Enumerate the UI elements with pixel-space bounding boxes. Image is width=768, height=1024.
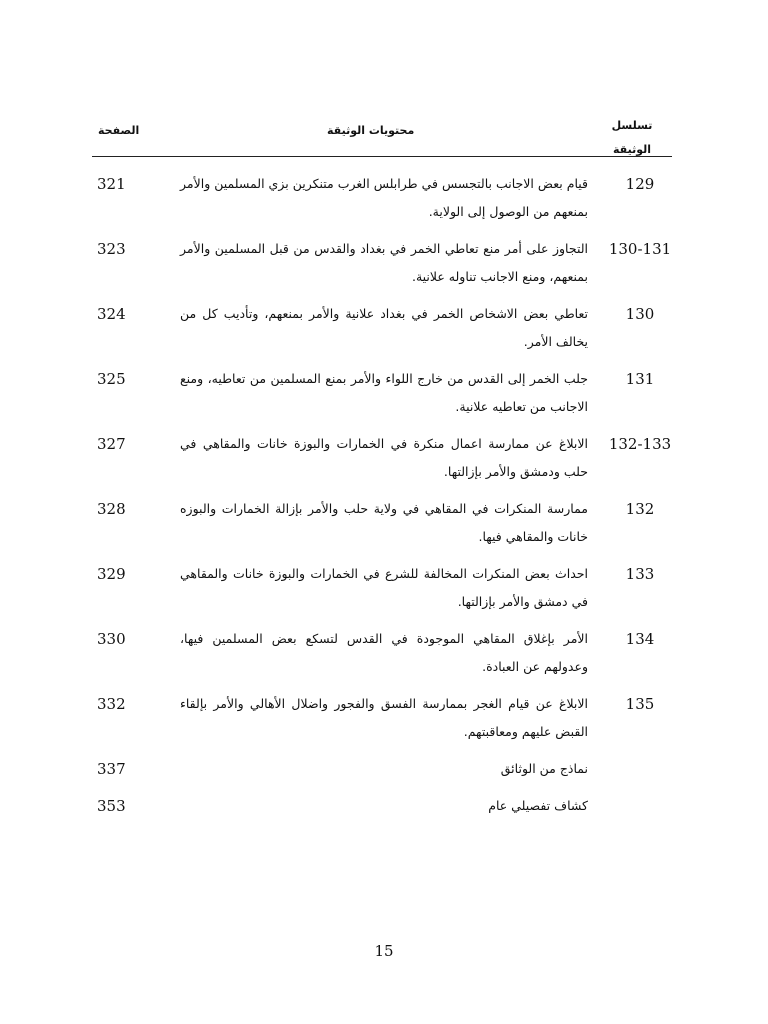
table-row: [92, 170, 672, 226]
page-ref: 323: [97, 240, 126, 258]
document-serial: 131: [625, 370, 655, 388]
page-ref: 332: [97, 695, 126, 713]
document-description: التجاوز على أمر منع تعاطي الخمر في بغداد والقدس من قبل المسلمين والأمر بمنعهم، ومنع الاجانب تناوله علانية.: [180, 241, 588, 284]
document-serial: 130-131: [608, 240, 672, 258]
document-serial: 132: [625, 500, 655, 518]
page-ref: 330: [97, 630, 126, 648]
document-description: كشاف تفصيلي عام: [488, 798, 588, 813]
page-ref: 321: [97, 175, 126, 193]
page-column-header: الصفحة: [98, 124, 140, 137]
table-row: [92, 430, 672, 486]
table-header: [92, 100, 672, 157]
document-description: قيام بعض الاجانب بالتجسس في طرابلس الغرب متنكرين بزي المسلمين والأمر بمنعهم من الوصول إلى الولاية.: [180, 176, 588, 219]
document-serial: 132-133: [608, 435, 672, 453]
page-ref: 337: [97, 760, 126, 778]
page-number: 15: [374, 942, 394, 960]
document-serial: 130: [625, 305, 655, 323]
table-row: [92, 300, 672, 356]
document-description: ممارسة المنكرات في المقاهي في ولاية حلب والأمر بإزالة الخمارات والبوزه خانات والمقاهي فيها.: [180, 501, 588, 544]
document-serial: 129: [625, 175, 655, 193]
table-row: [92, 792, 672, 820]
page-ref: 353: [97, 797, 126, 815]
document-description: الابلاغ عن ممارسة اعمال منكرة في الخمارات والبوزة خانات والمقاهي في حلب ودمشق والأمر بإزالتها.: [180, 436, 588, 479]
document-description: نماذج من الوثائق: [500, 761, 588, 776]
serial-column-header: تسلسل الوثيقة: [611, 119, 653, 156]
document-description: الابلاغ عن قيام الغجر بممارسة الفسق والفجور واضلال الأهالي والأمر بإلقاء القبض عليهم ومعاقبتهم.: [180, 696, 588, 739]
document-serial: 135: [625, 695, 655, 713]
document-serial: 134: [625, 630, 655, 648]
document-description: تعاطي بعض الاشخاص الخمر في بغداد علانية والأمر بمنعهم، وتأديب كل من يخالف الأمر.: [180, 306, 588, 349]
contents-column-header: محتويات الوثيقة: [327, 124, 415, 137]
table-row: [92, 690, 672, 746]
document-description: جلب الخمر إلى القدس من خارج اللواء والأمر بمنع المسلمين من تعاطيه، ومنع الاجانب من تعاطيه علانية.: [180, 371, 588, 414]
contents-table: [92, 170, 672, 829]
document-serial: 133: [625, 565, 655, 583]
table-row: [92, 495, 672, 551]
document-description: الأمر بإغلاق المقاهي الموجودة في القدس لتسكع بعض المسلمين فيها، وعدولهم عن العبادة.: [180, 631, 588, 674]
document-description: احداث بعض المنكرات المخالفة للشرع في الخمارات والبوزة خانات والمقاهي في دمشق والأمر بإزالتها.: [180, 566, 588, 609]
page-ref: 324: [97, 305, 126, 323]
table-row: [92, 560, 672, 616]
page-ref: 325: [97, 370, 126, 388]
page-ref: 329: [97, 565, 126, 583]
table-row: [92, 365, 672, 421]
page-ref: 328: [97, 500, 126, 518]
page-ref: 327: [97, 435, 126, 453]
table-row: [92, 235, 672, 291]
table-row: [92, 625, 672, 681]
table-row: [92, 755, 672, 783]
